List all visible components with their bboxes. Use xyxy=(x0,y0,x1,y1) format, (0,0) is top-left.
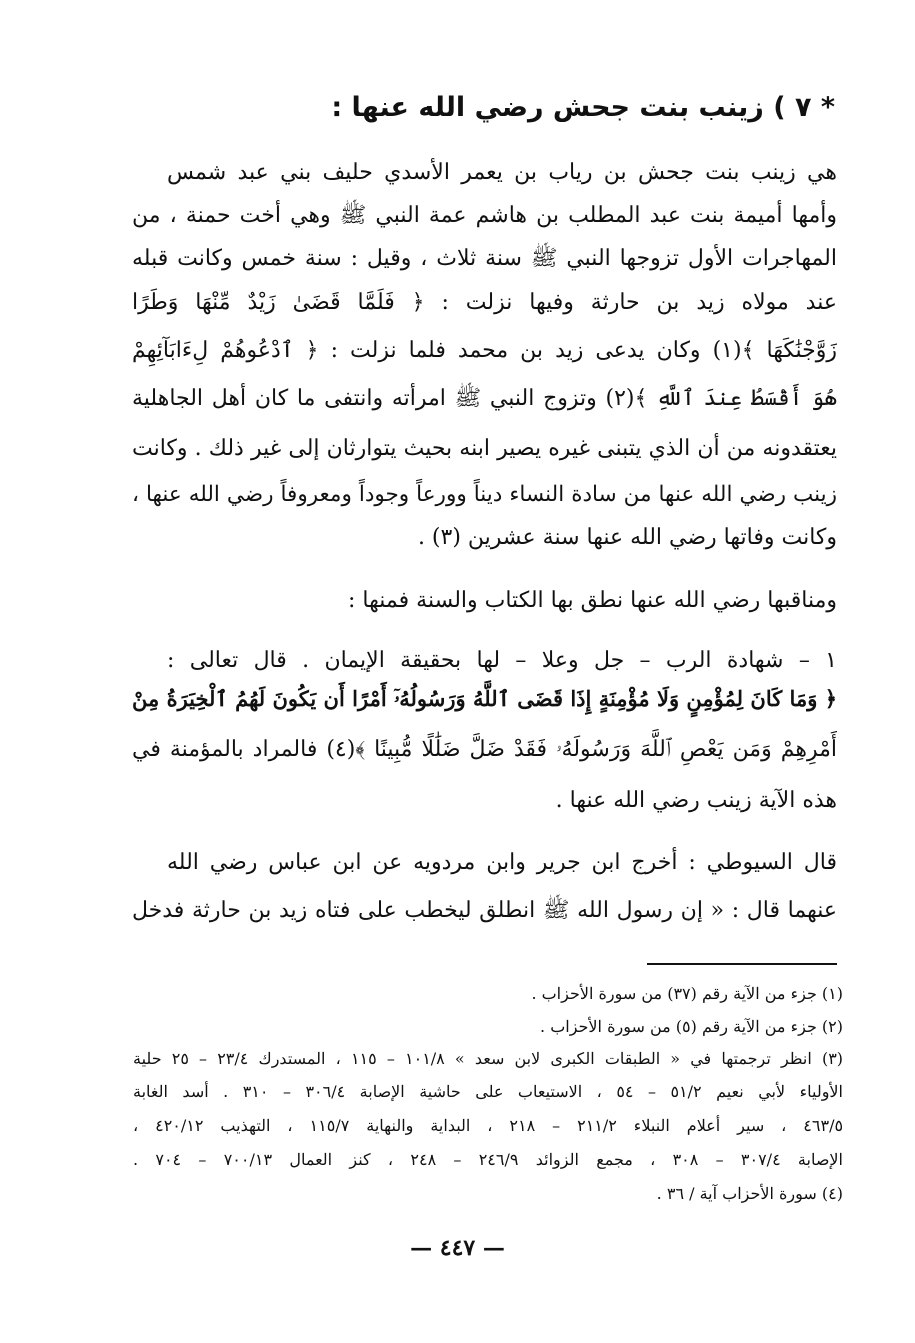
footnote: (١) جزء من الآية رقم (٣٧) من سورة الأحزاب . xyxy=(531,984,843,1003)
body-line-quran: زَوَّجْنَٰكَهَا ﴾(١) وكان يدعى زيد بن محمد فلما نزلت : ﴿ ٱدْعُوهُمْ لِءَابَآئِهِمْ xyxy=(132,338,837,363)
section-heading: * ٧ ) زينب بنت جحش رضي الله عنها : xyxy=(331,92,835,123)
footnote: (٤) سورة الأحزاب آية / ٣٦ . xyxy=(656,1184,843,1203)
body-line: هذه الآية زينب رضي الله عنها . xyxy=(555,788,837,813)
body-line: زينب رضي الله عنها من سادة النساء ديناً وورعاً وجوداً ومعروفاً رضي الله عنها ، xyxy=(132,482,837,507)
footnote-separator xyxy=(647,963,837,965)
body-line: ١ – شهادة الرب – جل وعلا – لها بحقيقة الإيمان . قال تعالى : xyxy=(167,648,837,673)
body-line: ومناقبها رضي الله عنها نطق بها الكتاب والسنة فمنها : xyxy=(348,588,837,613)
body-line: هي زينب بنت جحش بن رياب بن يعمر الأسدي حليف بني عبد شمس xyxy=(167,160,837,185)
footnote: الأولياء لأبي نعيم ٥١/٢ – ٥٤ ، الاستيعاب على حاشية الإصابة ٣٠٦/٤ – ٣١٠ . أسد الغابة xyxy=(133,1082,844,1101)
quran-verse-line: ﴿ وَمَا كَانَ لِمُؤْمِنٍ وَلَا مُؤْمِنَةٍ إِذَا قَضَى ٱللَّهُ وَرَسُولُهُۥٓ أَمْرًا أَن يَكُونَ لَهُمُ ٱلْخِيَرَةُ مِنْ xyxy=(132,686,837,711)
body-line: المهاجرات الأول تزوجها النبي ﷺ سنة ثلاث ، وقيل : سنة خمس وكانت قبله xyxy=(132,246,837,271)
body-line: عنهما قال : « إن رسول الله ﷺ انطلق ليخطب على فتاه زيد بن حارثة فدخل xyxy=(132,898,837,923)
body-line: قال السيوطي : أخرج ابن جرير وابن مردويه عن ابن عباس رضي الله xyxy=(167,850,837,875)
footnote: الإصابة ٣٠٧/٤ – ٣٠٨ ، مجمع الزوائد ٢٤٦/٩ – ٢٤٨ ، كنز العمال ٧٠٠/١٣ – ٧٠٤ . xyxy=(133,1150,843,1169)
page-number: — ٤٤٧ — xyxy=(410,1235,505,1261)
body-line-quran: هُوَ أَقْسَطُ عِندَ ٱللَّهِ ﴾(٢) وتزوج النبي ﷺ امرأته وانتفى ما كان أهل الجاهلية xyxy=(132,386,837,411)
quran-verse-line: أَمْرِهِمْ وَمَن يَعْصِ ٱللَّهَ وَرَسُولَهُۥ فَقَدْ ضَلَّ ضَلَٰلًا مُّبِينًا ﴾(٤) فالمراد بالمؤمنة في xyxy=(132,737,837,762)
footnote: (٢) جزء من الآية رقم (٥) من سورة الأحزاب . xyxy=(540,1017,843,1036)
body-line-quran: عند مولاه زيد بن حارثة وفيها نزلت : ﴿ فَلَمَّا قَضَىٰ زَيْدٌ مِّنْهَا وَطَرًا xyxy=(132,290,837,315)
footnote: (٣) انظر ترجمتها في « الطبقات الكبرى لابن سعد » ١٠١/٨ – ١١٥ ، المستدرك ٢٣/٤ – ٢٥ حلية xyxy=(133,1049,844,1068)
body-line: يعتقدونه من أن الذي يتبنى غيره يصير ابنه بحيث يتوارثان إلى غير ذلك . وكانت xyxy=(132,436,837,461)
body-line: وأمها أميمة بنت عبد المطلب بن هاشم عمة النبي ﷺ وهي أخت حمنة ، من xyxy=(132,203,837,228)
body-line: وكانت وفاتها رضي الله عنها سنة عشرين (٣) . xyxy=(417,525,837,550)
footnote: ٤٦٣/٥ ، سير أعلام النبلاء ٢١١/٢ – ٢١٨ ، البداية والنهاية ١١٥/٧ ، التهذيب ٤٢٠/١٢ ، xyxy=(133,1116,844,1135)
